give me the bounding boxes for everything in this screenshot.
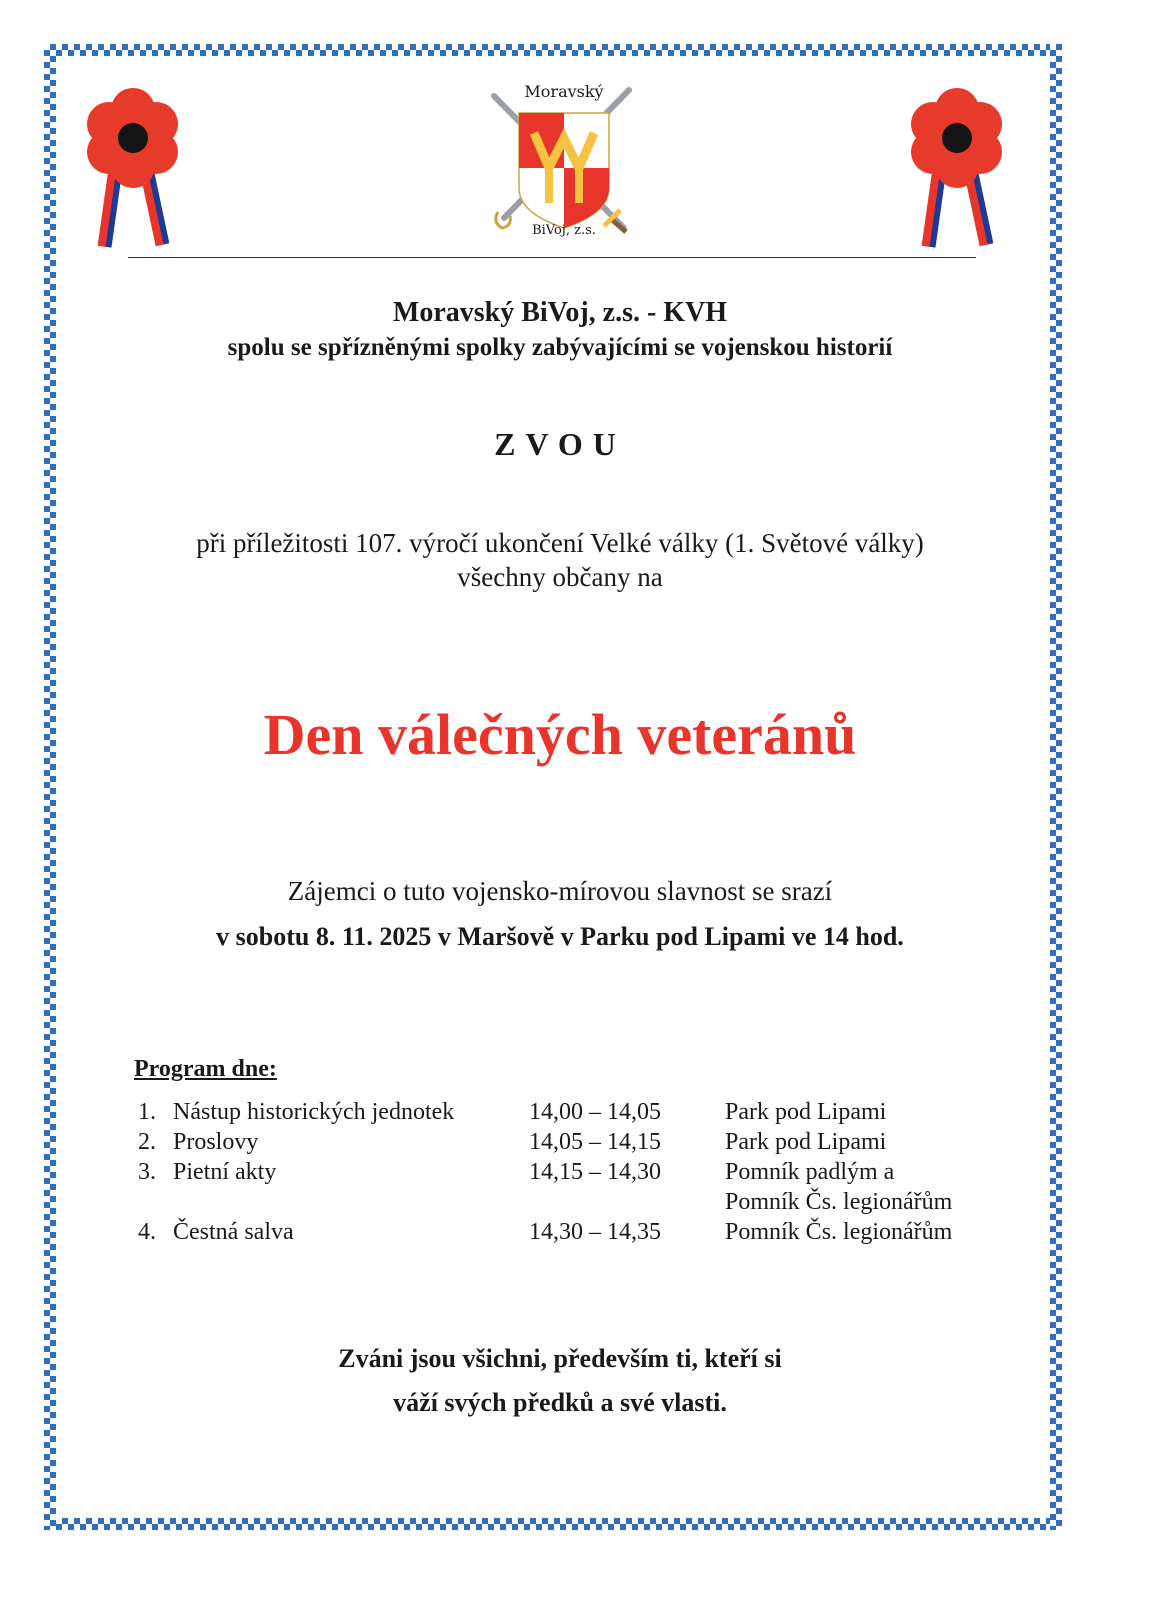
item-number: 3. <box>138 1159 156 1185</box>
item-name: Nástup historických jednotek <box>173 1099 455 1125</box>
meeting-line-1: Zájemci o tuto vojensko-mírovou slavnost se srazí <box>287 876 833 906</box>
item-place: Pomník Čs. legionářům <box>725 1219 953 1245</box>
logo-bottom-text: BiVoj, z.s. <box>532 223 596 238</box>
poppy-icon-right <box>902 82 1012 252</box>
header-divider <box>128 257 976 258</box>
item-number: 2. <box>138 1129 156 1155</box>
logo-top-text: Moravský <box>524 82 604 101</box>
meeting-line-2: v sobotu 8. 11. 2025 v Maršově v Parku pod Lipami ve 14 hod. <box>216 922 904 951</box>
event-title: Den válečných veteránů <box>263 702 857 767</box>
border-left <box>44 44 56 1530</box>
item-time: 14,05 – 14,15 <box>529 1129 661 1155</box>
occasion-line-2: všechny občany na <box>457 562 663 592</box>
closing-line-2: váží svých předků a své vlasti. <box>393 1388 727 1417</box>
program-heading: Program dne: <box>134 1056 277 1082</box>
item-number: 4. <box>138 1219 156 1245</box>
item-name: Čestná salva <box>173 1219 294 1245</box>
item-time: 14,30 – 14,35 <box>529 1219 661 1245</box>
item-name: Proslovy <box>173 1129 259 1155</box>
item-place: Park pod Lipami <box>725 1129 887 1155</box>
item-name: Pietní akty <box>173 1159 277 1185</box>
item-place: Pomník padlým a <box>725 1159 895 1185</box>
program-item <box>0 1157 1163 1217</box>
moravsky-bivoj-logo <box>484 78 644 248</box>
item-time: 14,00 – 14,05 <box>529 1099 661 1125</box>
closing-line-1: Zváni jsou všichni, především ti, kteří si <box>338 1344 782 1373</box>
border-top <box>44 44 1062 56</box>
partner-clubs-line: spolu se spřízněnými spolky zabývajícími se vojenskou historií <box>227 334 893 361</box>
organizer-name: Moravský BiVoj, z.s. - KVH <box>392 297 728 328</box>
invite-word: ZVOU <box>494 426 626 462</box>
item-place: Park pod Lipami <box>725 1099 887 1125</box>
item-place-continued: Pomník Čs. legionářům <box>725 1189 953 1215</box>
checkered-frame <box>44 44 1062 1530</box>
poppy-icon-left <box>78 82 188 252</box>
border-right <box>1050 44 1062 1530</box>
item-time: 14,15 – 14,30 <box>529 1159 661 1185</box>
border-bottom <box>44 1518 1062 1530</box>
item-number: 1. <box>138 1099 156 1125</box>
occasion-line-1: při příležitosti 107. výročí ukončení Velké války (1. Světové války) <box>196 528 924 558</box>
